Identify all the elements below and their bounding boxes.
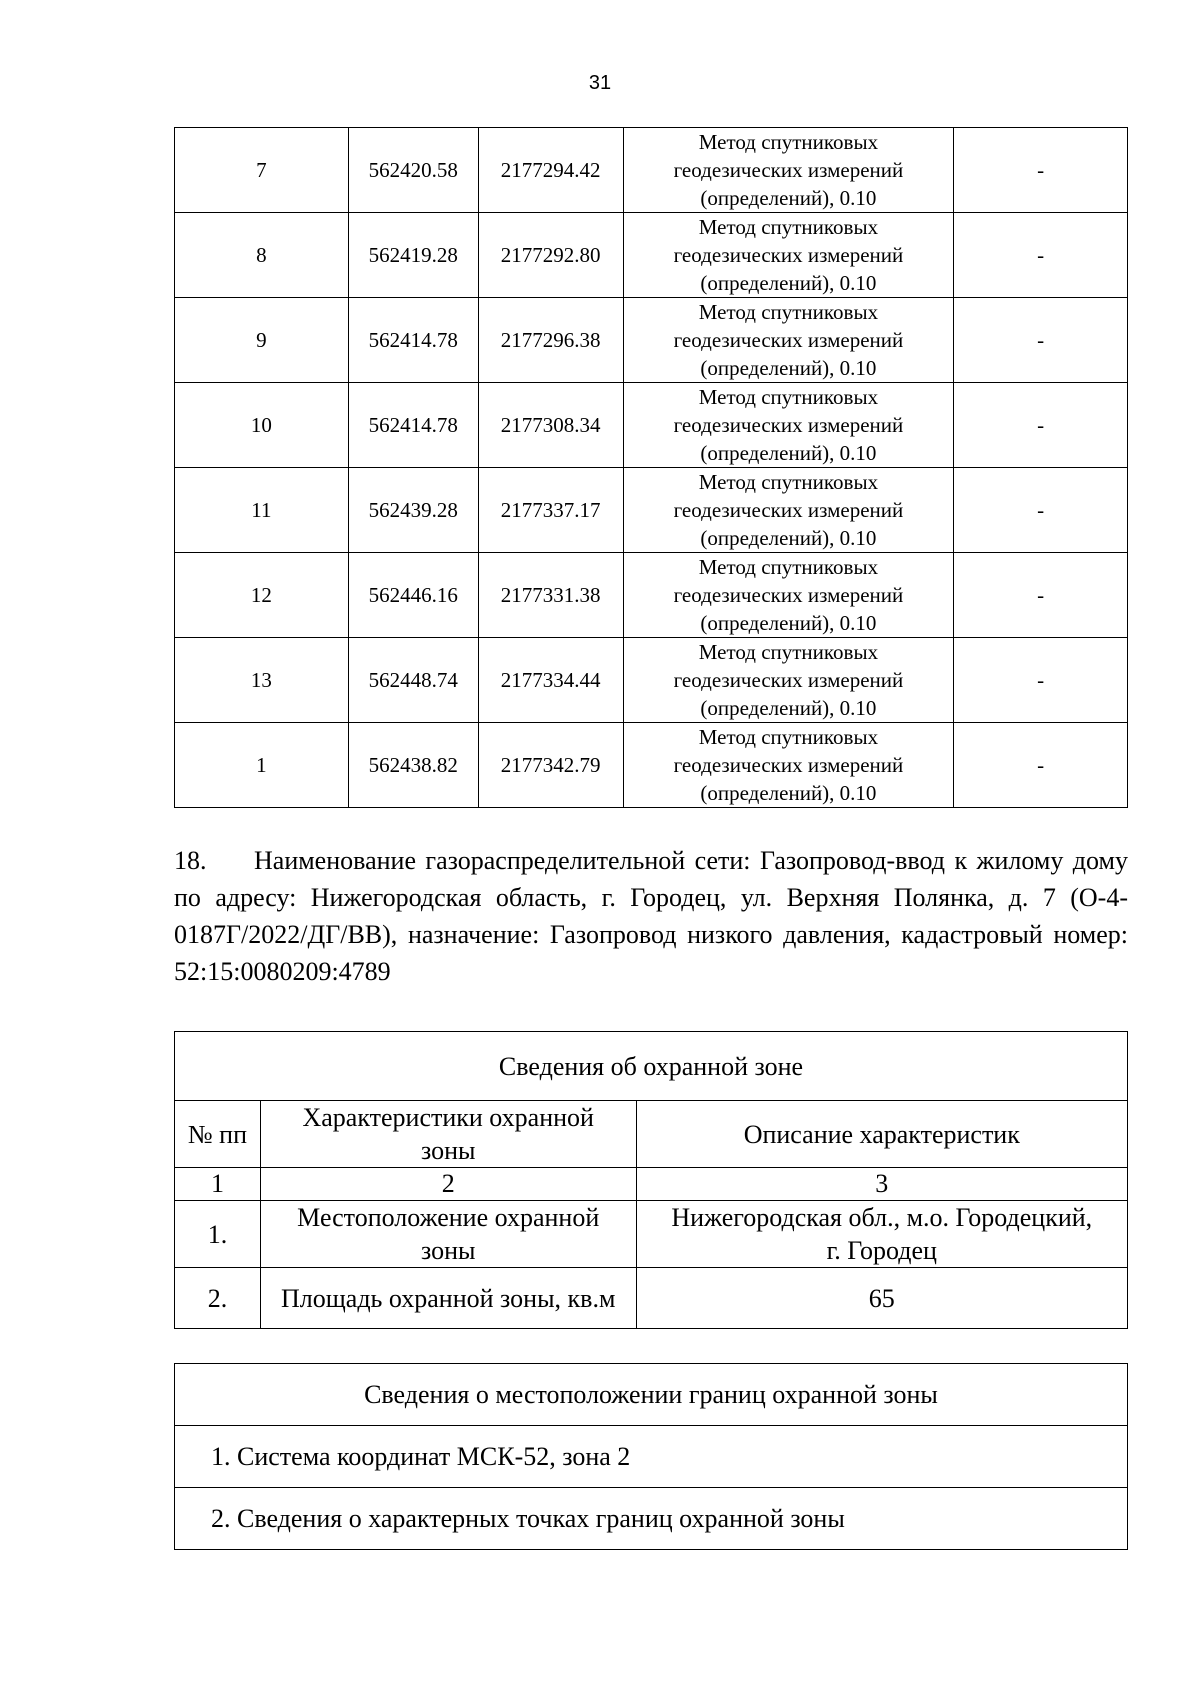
bounds-item: 1. Система координат МСК-52, зона 2 [175,1426,1128,1488]
note-cell: - [954,723,1128,808]
zone-header-characteristic-line: зоны [420,1136,476,1165]
method-line: (определений), 0.10 [700,526,877,550]
x-coordinate-cell: 562420.58 [348,128,478,213]
coords-row [175,298,1128,383]
method-line: Метод спутниковых [698,555,879,579]
method-cell [623,383,954,468]
zone-header-description: Описание характеристик [636,1101,1127,1168]
protection-zone-info-table [174,1031,1128,1329]
zone-index-cell: 3 [636,1168,1127,1201]
method-line: Метод спутниковых [698,130,879,154]
method-line: геодезических измерений [673,583,904,607]
zone-row-num: 2. [175,1268,261,1329]
method-line: геодезических измерений [673,753,904,777]
zone-row-description [636,1201,1127,1268]
method-line: Метод спутниковых [698,300,879,324]
coords-row [175,128,1128,213]
method-line: геодезических измерений [673,158,904,182]
coords-row [175,468,1128,553]
coords-row [175,723,1128,808]
x-coordinate-cell: 562446.16 [348,553,478,638]
method-line: Метод спутниковых [698,385,879,409]
zone-row-characteristic-line: Местоположение охранной [297,1203,600,1232]
method-line: Метод спутниковых [698,640,879,664]
x-coordinate-cell: 562438.82 [348,723,478,808]
note-cell: - [954,213,1128,298]
method-line: (определений), 0.10 [700,441,877,465]
coords-row [175,553,1128,638]
zone-row [175,1201,1128,1268]
bounds-item: 2. Сведения о характерных точках границ охранной зоны [175,1488,1128,1550]
zone-row-characteristic [260,1201,636,1268]
y-coordinate-cell: 2177331.38 [478,553,623,638]
y-coordinate-cell: 2177342.79 [478,723,623,808]
method-cell [623,128,954,213]
method-line: (определений), 0.10 [700,696,877,720]
y-coordinate-cell: 2177294.42 [478,128,623,213]
zone-header-characteristic-line: Характеристики охранной [302,1103,594,1132]
point-number-cell: 13 [175,638,349,723]
method-line: (определений), 0.10 [700,356,877,380]
method-cell [623,468,954,553]
y-coordinate-cell: 2177334.44 [478,638,623,723]
zone-index-cell: 1 [175,1168,261,1201]
method-line: Метод спутниковых [698,470,879,494]
section-18-paragraph [174,842,1128,990]
x-coordinate-cell: 562448.74 [348,638,478,723]
method-line: (определений), 0.10 [700,611,877,635]
coords-row [175,383,1128,468]
method-cell [623,213,954,298]
method-line: геодезических измерений [673,498,904,522]
x-coordinate-cell: 562414.78 [348,298,478,383]
zone-row-description-line: Нижегородская обл., м.о. Городецкий, [671,1203,1093,1232]
zone-row-num: 1. [175,1201,261,1268]
zone-row-characteristic-line: Площадь охранной зоны, кв.м [281,1283,616,1313]
point-number-cell: 7 [175,128,349,213]
note-cell: - [954,638,1128,723]
note-cell: - [954,383,1128,468]
x-coordinate-cell: 562414.78 [348,383,478,468]
page-number: 31 [588,72,612,94]
x-coordinate-cell: 562439.28 [348,468,478,553]
y-coordinate-cell: 2177296.38 [478,298,623,383]
method-cell [623,553,954,638]
zone-index-cell: 2 [260,1168,636,1201]
point-number-cell: 10 [175,383,349,468]
note-cell: - [954,298,1128,383]
zone-boundaries-table [174,1363,1128,1550]
bounds-table-title: Сведения о местоположении границ охранной зоны [175,1364,1128,1426]
x-coordinate-cell: 562419.28 [348,213,478,298]
note-cell: - [954,553,1128,638]
zone-table-title: Сведения об охранной зоне [175,1032,1128,1101]
zone-row-characteristic-line: зоны [420,1236,476,1265]
note-cell: - [954,128,1128,213]
y-coordinate-cell: 2177337.17 [478,468,623,553]
coords-row [175,213,1128,298]
y-coordinate-cell: 2177308.34 [478,383,623,468]
method-line: (определений), 0.10 [700,271,877,295]
zone-row-description-line: г. Городец [826,1236,937,1265]
method-cell [623,638,954,723]
section-18-number: 18. [174,846,207,875]
method-line: геодезических измерений [673,668,904,692]
zone-row-characteristic [260,1268,636,1329]
section-18-text: Наименование газораспределительной сети: Газопровод-ввод к жилому дому по адресу: Нижегородская область, г. Городец, ул. Верхняя Полянка, д. 7 (О-4-0187Г/2022/ДГ/ВВ), назначение: Газопровод низкого давления, кадастровый номер: 52:15:0080209:4789 [174,846,1128,986]
method-cell [623,298,954,383]
zone-row [175,1268,1128,1329]
coords-row [175,638,1128,723]
method-line: геодезических измерений [673,243,904,267]
note-cell: - [954,468,1128,553]
method-line: геодезических измерений [673,413,904,437]
zone-row-description [636,1268,1127,1329]
zone-header-num: № пп [175,1101,261,1168]
coordinates-table [174,127,1128,808]
point-number-cell: 1 [175,723,349,808]
point-number-cell: 9 [175,298,349,383]
zone-row-description-line: 65 [868,1283,895,1313]
method-line: геодезических измерений [673,328,904,352]
method-line: Метод спутниковых [698,215,879,239]
point-number-cell: 8 [175,213,349,298]
point-number-cell: 12 [175,553,349,638]
y-coordinate-cell: 2177292.80 [478,213,623,298]
zone-header-characteristic [260,1101,636,1168]
method-cell [623,723,954,808]
point-number-cell: 11 [175,468,349,553]
method-line: (определений), 0.10 [700,186,877,210]
method-line: (определений), 0.10 [700,781,877,805]
method-line: Метод спутниковых [698,725,879,749]
